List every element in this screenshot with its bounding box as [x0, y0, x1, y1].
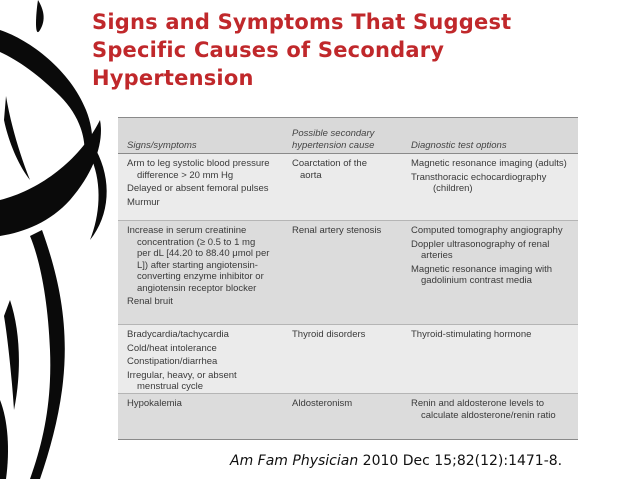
test-item: Thyroid-stimulating hormone: [411, 329, 532, 340]
signs-symptoms-table: [118, 117, 578, 440]
tests-cell: [411, 225, 576, 289]
signs-cell: [127, 158, 292, 210]
sign-item: Hypokalemia: [127, 398, 182, 409]
sign-item: Cold/heat intolerance: [127, 342, 217, 354]
cause-cell: Renal artery stenosis: [292, 225, 382, 236]
tests-cell: [411, 158, 576, 197]
test-item: Magnetic resonance imaging with gadolinium contrast media: [411, 263, 552, 286]
sign-item: Constipation/diarrhea: [127, 356, 218, 367]
test-item: Renin and aldosterone levels to calculate aldosterone/renin ratio: [411, 398, 556, 421]
header-cause-line-1: Possible secondary: [292, 128, 375, 139]
table-row: [118, 394, 578, 440]
table-row: [118, 221, 578, 325]
header-signs: Signs/symptoms: [127, 140, 197, 151]
header-cause: [292, 128, 374, 151]
title-line-1: Signs and Symptoms That Suggest: [92, 10, 512, 34]
table-header: [118, 117, 578, 154]
title-line-2: Specific Causes of Secondary: [92, 38, 445, 62]
cause-cell: Aldosteronism: [292, 398, 353, 409]
sign-item: Delayed or absent femoral pulses: [127, 183, 269, 194]
signs-cell: [127, 329, 292, 395]
slide-title: [92, 8, 622, 92]
table-row: [118, 154, 578, 221]
citation: [230, 453, 562, 469]
tests-cell: [411, 398, 576, 423]
test-item: Magnetic resonance imaging (adults): [411, 158, 567, 169]
citation-journal: Am Fam Physician: [230, 453, 359, 469]
test-item: Doppler ultrasonography of renal arteries: [411, 238, 550, 261]
sign-item: Arm to leg systolic blood pressure difference > 20 mm Hg: [127, 158, 270, 181]
signs-cell: [127, 398, 292, 412]
sign-item: Irregular, heavy, or absent menstrual cycle: [127, 369, 237, 392]
sign-item: Increase in serum creatinine concentration (≥ 0.5 to 1 mg per dL [44.20 to 88.40 μmol per L]) after starting angiotensin- converting enzyme inhibitor or angiotensin receptor blocker: [127, 225, 270, 294]
signs-cell: [127, 225, 292, 310]
cause-cell: Thyroid disorders: [292, 329, 366, 340]
table-row: [118, 325, 578, 394]
citation-details: 2010 Dec 15;82(12):1471-8.: [358, 453, 563, 469]
title-line-3: Hypertension: [92, 66, 254, 90]
sign-item: Renal bruit: [127, 296, 173, 307]
test-item: Computed tomography angiography: [411, 225, 563, 236]
sign-item: Murmur: [127, 196, 160, 208]
header-cause-line-2: hypertension cause: [292, 139, 375, 151]
test-item: Transthoracic echocardiography (children): [411, 171, 547, 194]
sign-item: Bradycardia/tachycardia: [127, 329, 229, 340]
cause-cell: Coarctation of the aorta: [292, 158, 367, 181]
tests-cell: [411, 329, 576, 343]
header-tests: Diagnostic test options: [411, 140, 507, 151]
